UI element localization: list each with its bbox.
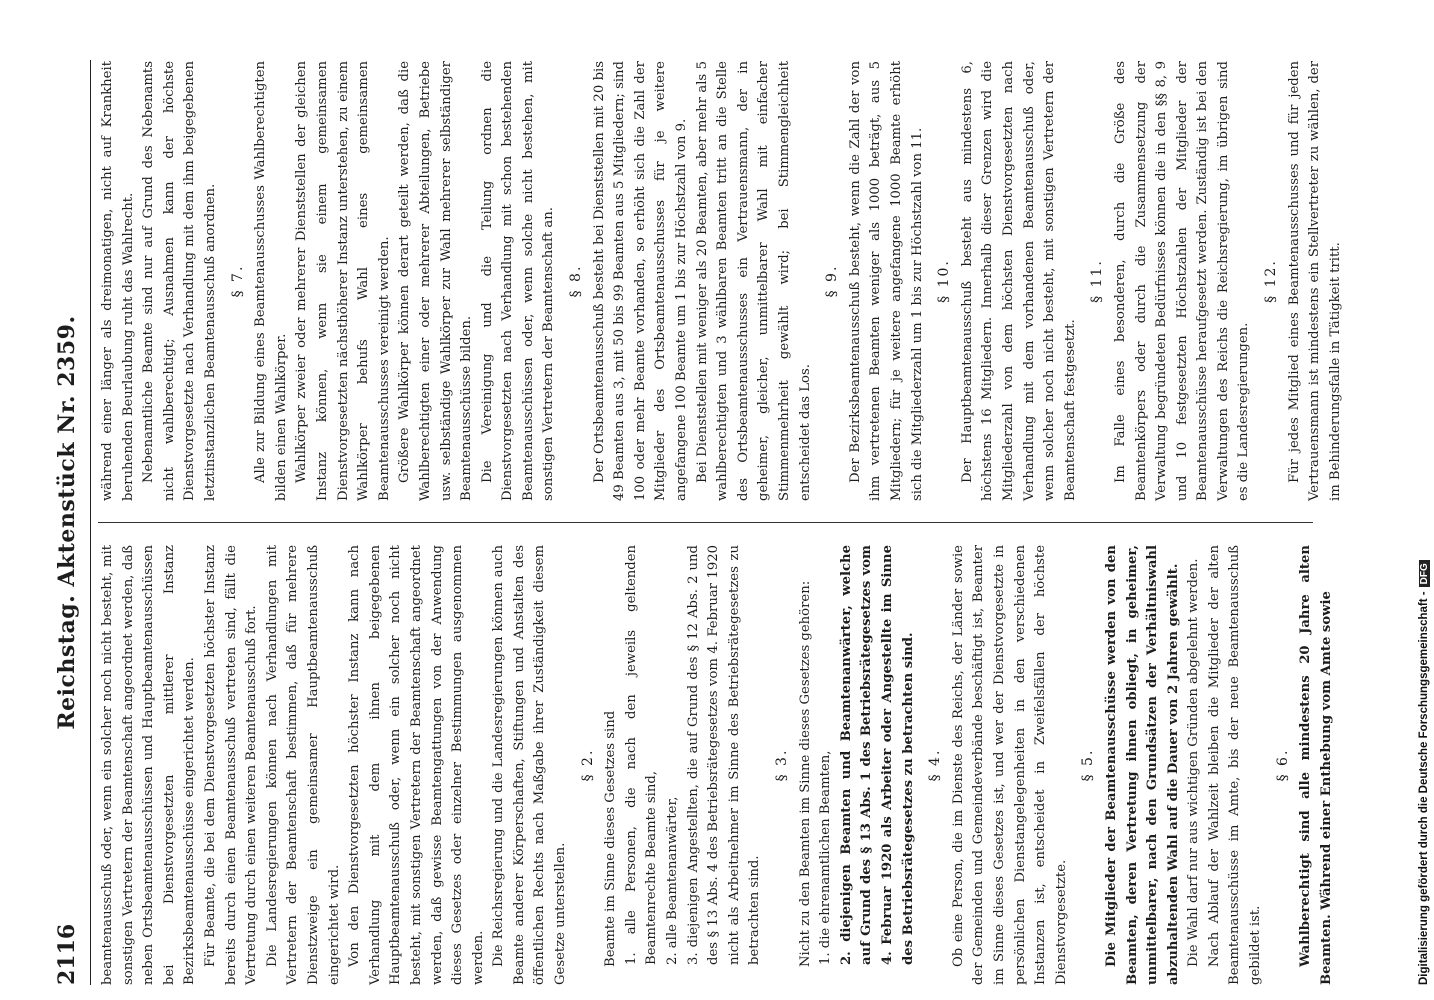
page-header (50, 60, 91, 985)
page-number: 2116 (54, 923, 80, 985)
numbered-list (622, 545, 766, 985)
rotated-document-page (50, 60, 1343, 985)
paragraph: Die Wahl darf nur aus wichtigen Gründen abgelehnt werden. (1186, 558, 1202, 967)
paragraph: Nach Ablauf der Wahlzeit bleiben die Mitglieder der alten Beamtenausschüsse im Amte, bis der neue Beamtenausschuß gebildet ist. (1206, 545, 1264, 985)
right-column (98, 61, 1343, 501)
paragraph: Der Hauptbeamtenausschuß besteht aus mindestens 6, höchstens 16 Mitgliedern. Innerhalb dieser Grenzen wird die Mitgliederzahl von dem höchsten Dienstvorgesetzten nach Verhandlung mit dem vorhandenen Beamtenausschuß oder, wenn solcher noch nicht besteht, mit sonstigen Vertretern der Beamtenschaft festgesetzt. (959, 61, 1078, 501)
section-heading: § 4. (927, 748, 944, 782)
section-heading: § 12. (1263, 259, 1280, 303)
paragraph: Für Beamte, die bei dem Dienstvorgesetzten höchster Instanz bereits durch einen Beamtenausschuß vertreten sind, fällt die Vertretung durch einen weiteren Beamtenausschuß fort. (202, 545, 260, 985)
paragraph: Der Bezirksbeamtenausschuß besteht, wenn die Zahl der von ihm vertretenen Beamten weniger als 1000 beträgt, aus 5 Mitgliedern; für je weitere angefangene 1000 Beamte erhöht sich die Mitgliederzahl um 1 bis zur Höchstzahl von 11. (847, 61, 925, 501)
paragraph: Wahlberechtigt sind alle mindestens 20 Jahre alten Beamten. Während einer Enthebung vom Amte sowie (1298, 545, 1334, 985)
column-divider (98, 522, 1313, 523)
list-item: 1. die ehrenamtlichen Beamten, (818, 750, 834, 965)
credit-text: Digitalisierung gefördert durch die Deutsche Forschungsgemeinschaft - (1418, 591, 1430, 985)
numbered-list (816, 545, 919, 985)
paragraph: Der Ortsbeamtenausschuß besteht bei Dienststellen mit 20 bis 49 Beamten aus 3, mit 50 bis 99 Beamten aus 5 Mitgliedern; sind 100 oder mehr Beamte vorhanden, so erhöht sich die Zahl der Mitglieder des Ortsbeamtenausschusses für je weitere angefangene 100 Beamte um 1 bis zur Höchstzahl von 9. (591, 61, 690, 501)
dfg-logo: DFG (1419, 560, 1430, 587)
section-heading: § 11. (1089, 259, 1106, 303)
paragraph: Alle zur Bildung eines Beamtenausschusses Wahlberechtigten bilden einen Wahlkörper. (253, 61, 289, 501)
section-heading: § 7. (229, 264, 246, 298)
paragraph: Nicht zu den Beamten im Sinne dieses Gesetzes gehören: (797, 580, 813, 967)
section-heading: § 6. (1274, 748, 1291, 782)
paragraph: Bei Dienststellen mit weniger als 20 Beamten, aber mehr als 5 wahlberechtigten und 3 wählbaren Beamten tritt an die Stelle des Ortsbeamtenausschusses ein Vertrauensmann, der in geheimer, gleicher, unmittelbarer Wahl mit einfacher Stimmenmehrheit gewählt wird; bei Stimmengleichheit entscheidet das Los. (694, 61, 813, 501)
list-item: 3. diejenigen Angestellten, die auf Grund des § 12 Abs. 2 und des § 13 Abs. 4 des Betriebsrätegesetzes vom 4. Februar 1920 nicht als Arbeitnehmer im Sinne des Betriebsrätegesetzes zu betrachten sind. (685, 545, 763, 965)
paragraph: während einer länger als dreimonatigen, nicht auf Krankheit beruhenden Beurlaubung ruht das Wahlrecht. (100, 61, 136, 501)
paragraph: Für jedes Mitglied eines Beamtenausschusses und für jeden Vertrauensmann ist mindestens ein Stellvertreter zu wählen, der im Behinderungsfalle in Tätigkeit tritt. (1286, 61, 1343, 501)
paragraph: Von den Dienstvorgesetzten höchster Instanz kann nach Verhandlung mit dem ihnen beigegebenen Hauptbeamtenausschuß oder, wenn ein solcher noch nicht besteht, mit sonstigen Vertretern der Beamtenschaft angeordnet werden, daß gewisse Beamtengattungen von der Anwendung dieses Gesetzes oder einzelner Bestimmungen ausgenommen werden. (347, 545, 486, 985)
paragraph: beamtenausschuß oder, wenn ein solcher noch nicht besteht, mit sonstigen Vertretern der Beamtenschaft angeordnet werden, daß neben Ortsbeamtenausschüssen und Hauptbeamtenausschüssen bei Dienstvorgesetzten mittlerer Instanz Bezirksbeamtenausschüsse eingerichtet werden. (100, 545, 198, 985)
paragraph: Ob eine Person, die im Dienste des Reichs, der Länder sowie der Gemeinden und Gemeindeverbände beschäftigt ist, Beamter im Sinne dieses Gesetzes ist, und wer der Dienstvorgesetzte in persönlichen Dienstangelegenheiten in den verschiedenen Instanzen ist, entscheidet in Zweifelsfällen der höchste Dienstvorgesetzte. (950, 545, 1069, 985)
paragraph: Die Landesregierungen können nach Verhandlungen mit Vertretern der Beamtenschaft bestimmen, daß für mehrere Dienstzweige ein gemeinsamer Hauptbeamtenausschuß eingerichtet wird. (264, 545, 342, 985)
paragraph: Im Falle eines besonderen, durch die Größe des Beamtenkörpers oder durch die Zusammensetzung der Verwaltung begründeten Bedürfnisses können die in den §§ 8, 9 und 10 festgesetzten Höchstzahlen der Mitglieder der Beamtenausschüsse heraufgesetzt werden. Zuständig ist bei den Verwaltungen des Reichs die Reichsregierung, im übrigen sind es die Landesregierungen. (1112, 61, 1252, 501)
section-heading: § 3. (774, 748, 790, 782)
section-heading: § 8. (568, 264, 585, 298)
paragraph: Die Mitglieder der Beamtenausschüsse werden von den Beamten, deren Vertretung ihnen obliegt, in geheimer, unmittelbarer, nach den Grundsätzen der Verhältniswahl abzuhaltenden Wahl auf die Dauer von 2 Jahren gewählt. (1103, 545, 1181, 985)
paragraph: Nebenamtliche Beamte sind nur auf Grund des Nebenamts nicht wahlberechtigt; Ausnahmen kann der höchste Dienstvorgesetzte nach Verhandlung mit dem ihm beigegebenen letztinstanzlichen Beamtenausschuß anordnen. (141, 61, 218, 501)
list-item: 2. diejenigen Beamten und Beamtenanwärter, welche auf Grund des § 13 Abs. 1 des Betriebsrätegesetzes vom 4. Februar 1920 als Arbeiter oder Angestellte im Sinne des Betriebsrätegesetzes zu betrachten sind. (838, 545, 916, 965)
digitization-credit (1418, 5, 1434, 985)
paragraph: Größere Wahlkörper können derart geteilt werden, daß die Wahlberechtigten einer oder mehrerer Abteilungen, Betriebe usw. selbständige Wahlkörper zur Wahl mehrerer selbständiger Beamtenausschüsse bilden. (397, 61, 475, 501)
page-title: Reichstag. Aktenstück Nr. 2359. (54, 315, 80, 730)
left-column (98, 545, 1334, 985)
section-heading: § 9. (824, 264, 841, 298)
section-heading: § 5. (1080, 748, 1097, 782)
paragraph: Die Vereinigung und die Teilung ordnen die Dienstvorgesetzten nach Verhandlung mit schon bestehenden Beamtenausschüssen oder, wenn solche nicht bestehen, mit sonstigen Vertretern der Beamtenschaft an. (479, 61, 557, 501)
section-heading: § 10. (936, 259, 953, 303)
paragraph: Beamte im Sinne dieses Gesetzes sind (603, 710, 619, 967)
section-heading: § 2. (579, 748, 596, 782)
paragraph: Wahlkörper zweier oder mehrerer Dienststellen der gleichen Instanz können, wenn sie einem gemeinsamen Dienstvorgesetzten nächsthöherer Instanz unterstehen, zu einem Wahlkörper behufs Wahl eines gemeinsamen Beamtenausschusses vereinigt werden. (294, 61, 392, 501)
paragraph: Die Reichsregierung und die Landesregierungen können auch Beamte anderer Körperschaften, Stiftungen und Anstalten des öffentlichen Rechts nach Maßgabe ihrer Zuständigkeit diesem Gesetze unterstellen. (491, 545, 569, 985)
list-item: 2. alle Beamtenanwärter, (665, 796, 681, 965)
list-item: 1. alle Personen, die nach den jeweils geltenden Beamtenrechte Beamte sind, (623, 545, 660, 965)
